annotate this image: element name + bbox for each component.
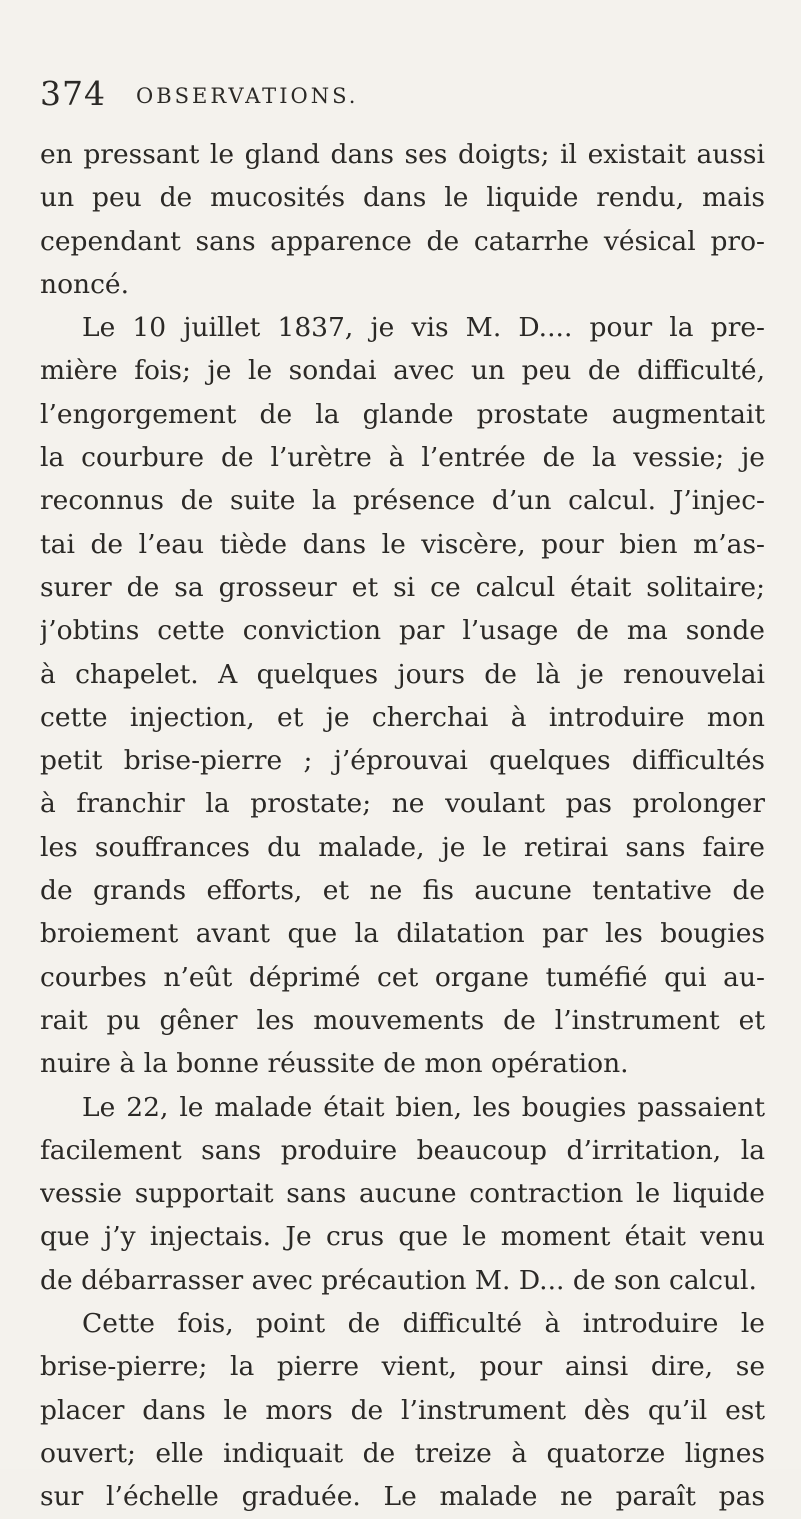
- running-head: [40, 74, 760, 114]
- text-line: vessie supportait sans aucune contraction le liquide: [40, 1178, 765, 1210]
- text-line: noncé.: [40, 268, 130, 300]
- text-line: un peu de mucosités dans le liquide rendu, mais: [40, 182, 765, 214]
- text-line: la courbure de l’urètre à l’entrée de la vessie; je: [40, 442, 765, 474]
- text-line: en pressant le gland dans ses doigts; il existait aussi: [40, 139, 765, 170]
- page-number: 374: [40, 74, 106, 113]
- text-line: cette injection, et je cherchai à introduire mon: [40, 701, 765, 733]
- text-line: broiement avant que la dilatation par les bougies: [40, 918, 765, 950]
- text-line: tai de l’eau tiède dans le viscère, pour bien m’as-: [40, 528, 765, 560]
- text-line: de grands efforts, et ne fis aucune tentative de: [40, 875, 765, 907]
- text-line: Le 22, le malade était bien, les bougies passaient: [82, 1091, 765, 1123]
- text-line: Cette fois, point de difficulté à introduire le: [82, 1308, 765, 1340]
- text-line: reconnus de suite la présence d’un calcul. J’injec-: [40, 485, 765, 517]
- text-line: rait pu gêner les mouvements de l’instrument et: [40, 1004, 765, 1036]
- text-line: courbes n’eût déprimé cet organe tuméfié qui au-: [40, 961, 765, 993]
- running-title: OBSERVATIONS.: [136, 84, 359, 108]
- text-line: surer de sa grosseur et si ce calcul était solitaire;: [40, 571, 765, 603]
- text-line: sur l’échelle graduée. Le malade ne paraît pas: [40, 1481, 765, 1513]
- text-line: j’obtins cette conviction par l’usage de ma sonde: [40, 615, 765, 647]
- text-line: cependant sans apparence de catarrhe vésical pro-: [40, 225, 765, 257]
- text-line: mière fois; je le sondai avec un peu de difficulté,: [40, 355, 765, 387]
- text-line: Le 10 juillet 1837, je vis M. D.... pour la pre-: [82, 312, 765, 344]
- text-line: nuire à la bonne réussite de mon opération.: [40, 1048, 629, 1080]
- text-line: ouvert; elle indiquait de treize à quatorze lignes: [40, 1437, 765, 1469]
- text-line: l’engorgement de la glande prostate augmentait: [40, 398, 765, 430]
- text-line: les souffrances du malade, je le retirai sans faire: [40, 831, 765, 863]
- text-line: que j’y injectais. Je crus que le moment était venu: [40, 1221, 765, 1253]
- text-line: facilement sans produire beaucoup d’irritation, la: [40, 1134, 765, 1166]
- text-line: brise-pierre; la pierre vient, pour ainsi dire, se: [40, 1351, 765, 1383]
- text-line: à chapelet. A quelques jours de là je renouvelai: [40, 658, 765, 690]
- text-line: placer dans le mors de l’instrument dès qu’il est: [40, 1394, 765, 1426]
- text-line: à franchir la prostate; ne voulant pas prolonger: [40, 788, 765, 820]
- body-text: [40, 133, 765, 1519]
- text-line: petit brise-pierre ; j’éprouvai quelques difficultés: [40, 745, 765, 777]
- text-line: de débarrasser avec précaution M. D... de son calcul.: [40, 1264, 757, 1296]
